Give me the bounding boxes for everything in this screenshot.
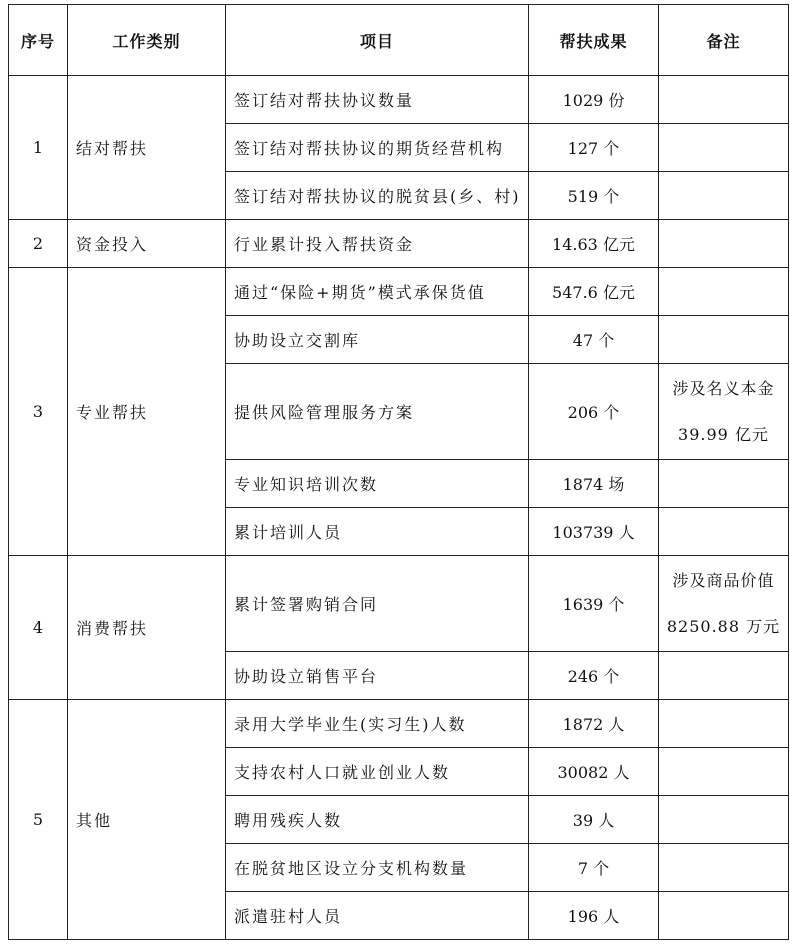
note-cell	[659, 748, 789, 796]
item-cell: 专业知识培训次数	[226, 460, 529, 508]
result-cell: 519 个	[529, 172, 659, 220]
table-row	[9, 76, 789, 124]
item-cell: 通过“保险+期货”模式承保货值	[226, 268, 529, 316]
item-cell: 累计培训人员	[226, 508, 529, 556]
result-cell: 47 个	[529, 316, 659, 364]
note-cell	[659, 268, 789, 316]
table-row	[9, 268, 789, 316]
header-note: 备注	[659, 5, 789, 76]
header-item: 项目	[226, 5, 529, 76]
item-cell: 行业累计投入帮扶资金	[226, 220, 529, 268]
note-cell	[659, 172, 789, 220]
result-cell: 206 个	[529, 364, 659, 460]
note-line: 39.99 亿元	[678, 424, 769, 444]
category-cell: 消费帮扶	[68, 556, 226, 700]
note-cell	[659, 700, 789, 748]
note-cell	[659, 316, 789, 364]
table-row	[9, 556, 789, 652]
seq-cell: 2	[9, 220, 68, 268]
result-cell: 7 个	[529, 844, 659, 892]
header-row	[9, 5, 789, 76]
note-cell	[659, 220, 789, 268]
result-cell: 103739 人	[529, 508, 659, 556]
table-row	[9, 220, 789, 268]
category-cell: 资金投入	[68, 220, 226, 268]
item-cell: 在脱贫地区设立分支机构数量	[226, 844, 529, 892]
seq-cell: 1	[9, 76, 68, 220]
result-cell: 14.63 亿元	[529, 220, 659, 268]
item-cell: 协助设立交割库	[226, 316, 529, 364]
item-cell: 派遣驻村人员	[226, 892, 529, 940]
category-cell: 结对帮扶	[68, 76, 226, 220]
poverty-alleviation-table	[8, 4, 789, 940]
item-cell: 签订结对帮扶协议的期货经营机构	[226, 124, 529, 172]
item-cell: 签订结对帮扶协议的脱贫县(乡、村)	[226, 172, 529, 220]
header-category: 工作类别	[68, 5, 226, 76]
note-cell	[659, 844, 789, 892]
item-cell: 累计签署购销合同	[226, 556, 529, 652]
note-cell	[659, 460, 789, 508]
result-cell: 30082 人	[529, 748, 659, 796]
result-cell: 246 个	[529, 652, 659, 700]
seq-cell: 5	[9, 700, 68, 940]
seq-cell: 3	[9, 268, 68, 556]
category-cell: 其他	[68, 700, 226, 940]
result-cell: 1872 人	[529, 700, 659, 748]
header-seq: 序号	[9, 5, 68, 76]
note-cell	[659, 364, 789, 460]
category-cell: 专业帮扶	[68, 268, 226, 556]
note-cell	[659, 652, 789, 700]
item-cell: 支持农村人口就业创业人数	[226, 748, 529, 796]
note-cell	[659, 892, 789, 940]
result-cell: 196 人	[529, 892, 659, 940]
note-cell	[659, 796, 789, 844]
note-line: 涉及商品价值	[672, 570, 775, 590]
table-row	[9, 700, 789, 748]
item-cell: 聘用残疾人数	[226, 796, 529, 844]
result-cell: 547.6 亿元	[529, 268, 659, 316]
item-cell: 提供风险管理服务方案	[226, 364, 529, 460]
note-line: 涉及名义本金	[672, 378, 775, 398]
header-result: 帮扶成果	[529, 5, 659, 76]
item-cell: 协助设立销售平台	[226, 652, 529, 700]
item-cell: 录用大学毕业生(实习生)人数	[226, 700, 529, 748]
seq-cell: 4	[9, 556, 68, 700]
result-cell: 1639 个	[529, 556, 659, 652]
note-cell	[659, 124, 789, 172]
note-cell	[659, 556, 789, 652]
note-cell	[659, 508, 789, 556]
result-cell: 1029 份	[529, 76, 659, 124]
result-cell: 127 个	[529, 124, 659, 172]
result-cell: 1874 场	[529, 460, 659, 508]
item-cell: 签订结对帮扶协议数量	[226, 76, 529, 124]
result-cell: 39 人	[529, 796, 659, 844]
note-line: 8250.88 万元	[666, 616, 781, 636]
note-cell	[659, 76, 789, 124]
